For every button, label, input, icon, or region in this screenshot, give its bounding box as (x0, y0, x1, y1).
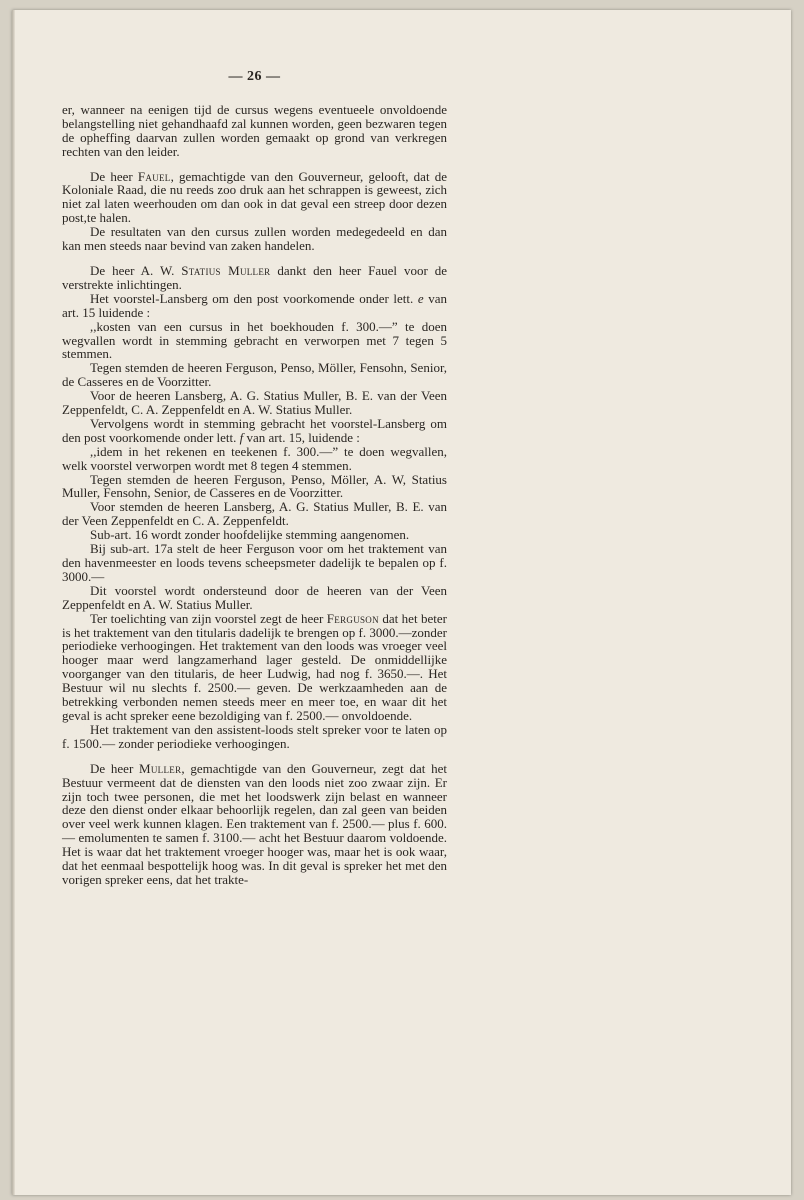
text-run: e (417, 290, 424, 306)
paragraph (62, 445, 447, 473)
text-run: Bij sub-art. 17a stelt de heer Ferguson voor om het traktement van den havenmeester en loods tevens scheepsmeter dadelijk te bepalen op f. 3000.— (62, 541, 447, 584)
text-run: van art. 15, luidende : (243, 429, 360, 445)
text-run: Het voorstel-Lansberg om den post voorkomende onder lett. (90, 290, 418, 306)
paragraph (62, 170, 447, 226)
text-run: Het traktement van den assistent-loods stelt spreker voor te laten op f. 1500.— zonder periodieke verhoogingen. (62, 721, 447, 751)
text-run: ,,kosten van een cursus in het boekhouden f. 300.—” te doen wegvallen wordt in stemming gebracht en verworpen met 7 tegen 5 stemmen. (62, 318, 447, 362)
paragraph (62, 612, 447, 723)
paragraph (62, 473, 447, 501)
paragraph (62, 103, 447, 159)
text-run: er, wanneer na eenigen tijd de cursus wegens eventueele onvoldoende belangstelling niet gehandhaafd zal kunnen worden, geen bezwaren tegen de opheffing daarvan zullen worden gemaakt op grond van verkregen rechten van den leider. (62, 101, 447, 159)
paragraph (62, 542, 447, 584)
page-number: — 26 — (228, 69, 281, 84)
speaker-name: Statius Muller (181, 262, 271, 278)
paragraph (62, 528, 447, 542)
text-run: De heer (90, 760, 140, 776)
paragraph (62, 723, 447, 751)
text-run: dat het beter is het traktement van den titularis dadelijk te brengen op f. 3000.—zonder periodieke verhoogingen. Het traktement van den loods was vroeger veel hooger maar werd langzamerhand lager gesteld. De onmiddellijke voorganger van den titularis, de heer Ludwig, had nog f. 3650.—. Het Bestuur wil nu slechts f. 2500.— geven. De werkzaamheden aan de betrekking verbonden nemen steeds meer en meer toe, en waar dit het geval is acht spreker eene bezoldiging van f. 2500.— onvoldoende. (62, 610, 447, 723)
paragraph (62, 320, 447, 362)
text-run: Ter toelichting van zijn voorstel zegt de heer (90, 610, 327, 626)
text-run: Dit voorstel wordt ondersteund door de heeren van der Veen Zeppenfeldt en A. W. Statius Muller. (62, 582, 447, 612)
paragraph (62, 389, 447, 417)
text-run: De resultaten van den cursus zullen worden medegedeeld en dan kan men steeds naar bevind van zaken handelen. (62, 224, 447, 254)
text-run: Vervolgens wordt in stemming gebracht het voorstel-Lansberg om den post voorkomende onder lett. (62, 415, 447, 445)
speaker-name: Muller (139, 760, 182, 776)
speaker-name: Fauel (137, 168, 171, 184)
paragraph (62, 500, 447, 528)
text-run: Tegen stemden de heeren Ferguson, Penso, Möller, Fensohn, Senior, de Casseres en de Voorzitter. (62, 360, 447, 390)
paragraph (62, 361, 447, 389)
page-binding-edge (12, 10, 15, 1195)
text-run: De heer A. W. (90, 262, 182, 278)
text-run: Tegen stemden de heeren Ferguson, Penso, Möller, A. W, Statius Muller, Fensohn, Senior, de Casseres en de Voorzitter. (62, 471, 447, 501)
paragraph-list (62, 103, 447, 887)
paragraph (62, 264, 447, 292)
document-body (62, 70, 447, 887)
text-run: , gemachtigde van den Gouverneur, zegt dat het Bestuur vermeent dat de diensten van den loods niet zoo zwaar zijn. Er zijn toch twee personen, die met het loodswerk zijn belast en wanneer deze den dienst onder elkaar behoorlijk regelen, dan zal geen van beiden over veel werk kunnen klagen. Een traktement van f. 2500.— plus f. 600.— emolumenten te samen f. 3100.— acht het Bestuur daarom voldoende. Het is waar dat het traktement vroeger hooger was, maar het is ook waar, dat het eenmaal bespottelijk hoog was. In dit geval is spreker het met den vorigen spreker eens, dat het trakte- (62, 760, 448, 887)
paragraph (62, 225, 447, 253)
text-run: De heer (90, 168, 138, 184)
text-run: dankt den heer Fauel voor de verstrekte inlichtingen. (62, 262, 447, 292)
paragraph (62, 762, 447, 887)
text-run: ,,idem in het rekenen en teekenen f. 300.—” te doen wegvallen, welk voorstel verworpen wordt met 8 tegen 4 stemmen. (62, 443, 447, 473)
speaker-name: Ferguson (326, 610, 379, 626)
text-run: , gemachtigde van den Gouverneur, gelooft, dat de Koloniale Raad, die nu reeds zoo druk aan het schrappen is geweest, zich niet zal laten weerhouden om dan ook in dat geval een streep door dezen post,te halen. (62, 168, 447, 226)
text-run: Voor stemden de heeren Lansberg, A. G. Statius Muller, B. E. van der Veen Zeppenfeldt en C. A. Zeppenfeldt. (62, 499, 447, 529)
paragraph (62, 584, 447, 612)
text-run: van art. 15 luidende : (62, 290, 447, 320)
paragraph (62, 417, 447, 445)
text-run: Sub-art. 16 wordt zonder hoofdelijke stemming aangenomen. (90, 527, 410, 543)
text-run: f (239, 429, 244, 445)
paragraph (62, 292, 447, 320)
text-run: Voor de heeren Lansberg, A. G. Statius Muller, B. E. van der Veen Zeppenfeldt, C. A. Zeppenfeldt en A. W. Statius Muller. (62, 388, 447, 418)
